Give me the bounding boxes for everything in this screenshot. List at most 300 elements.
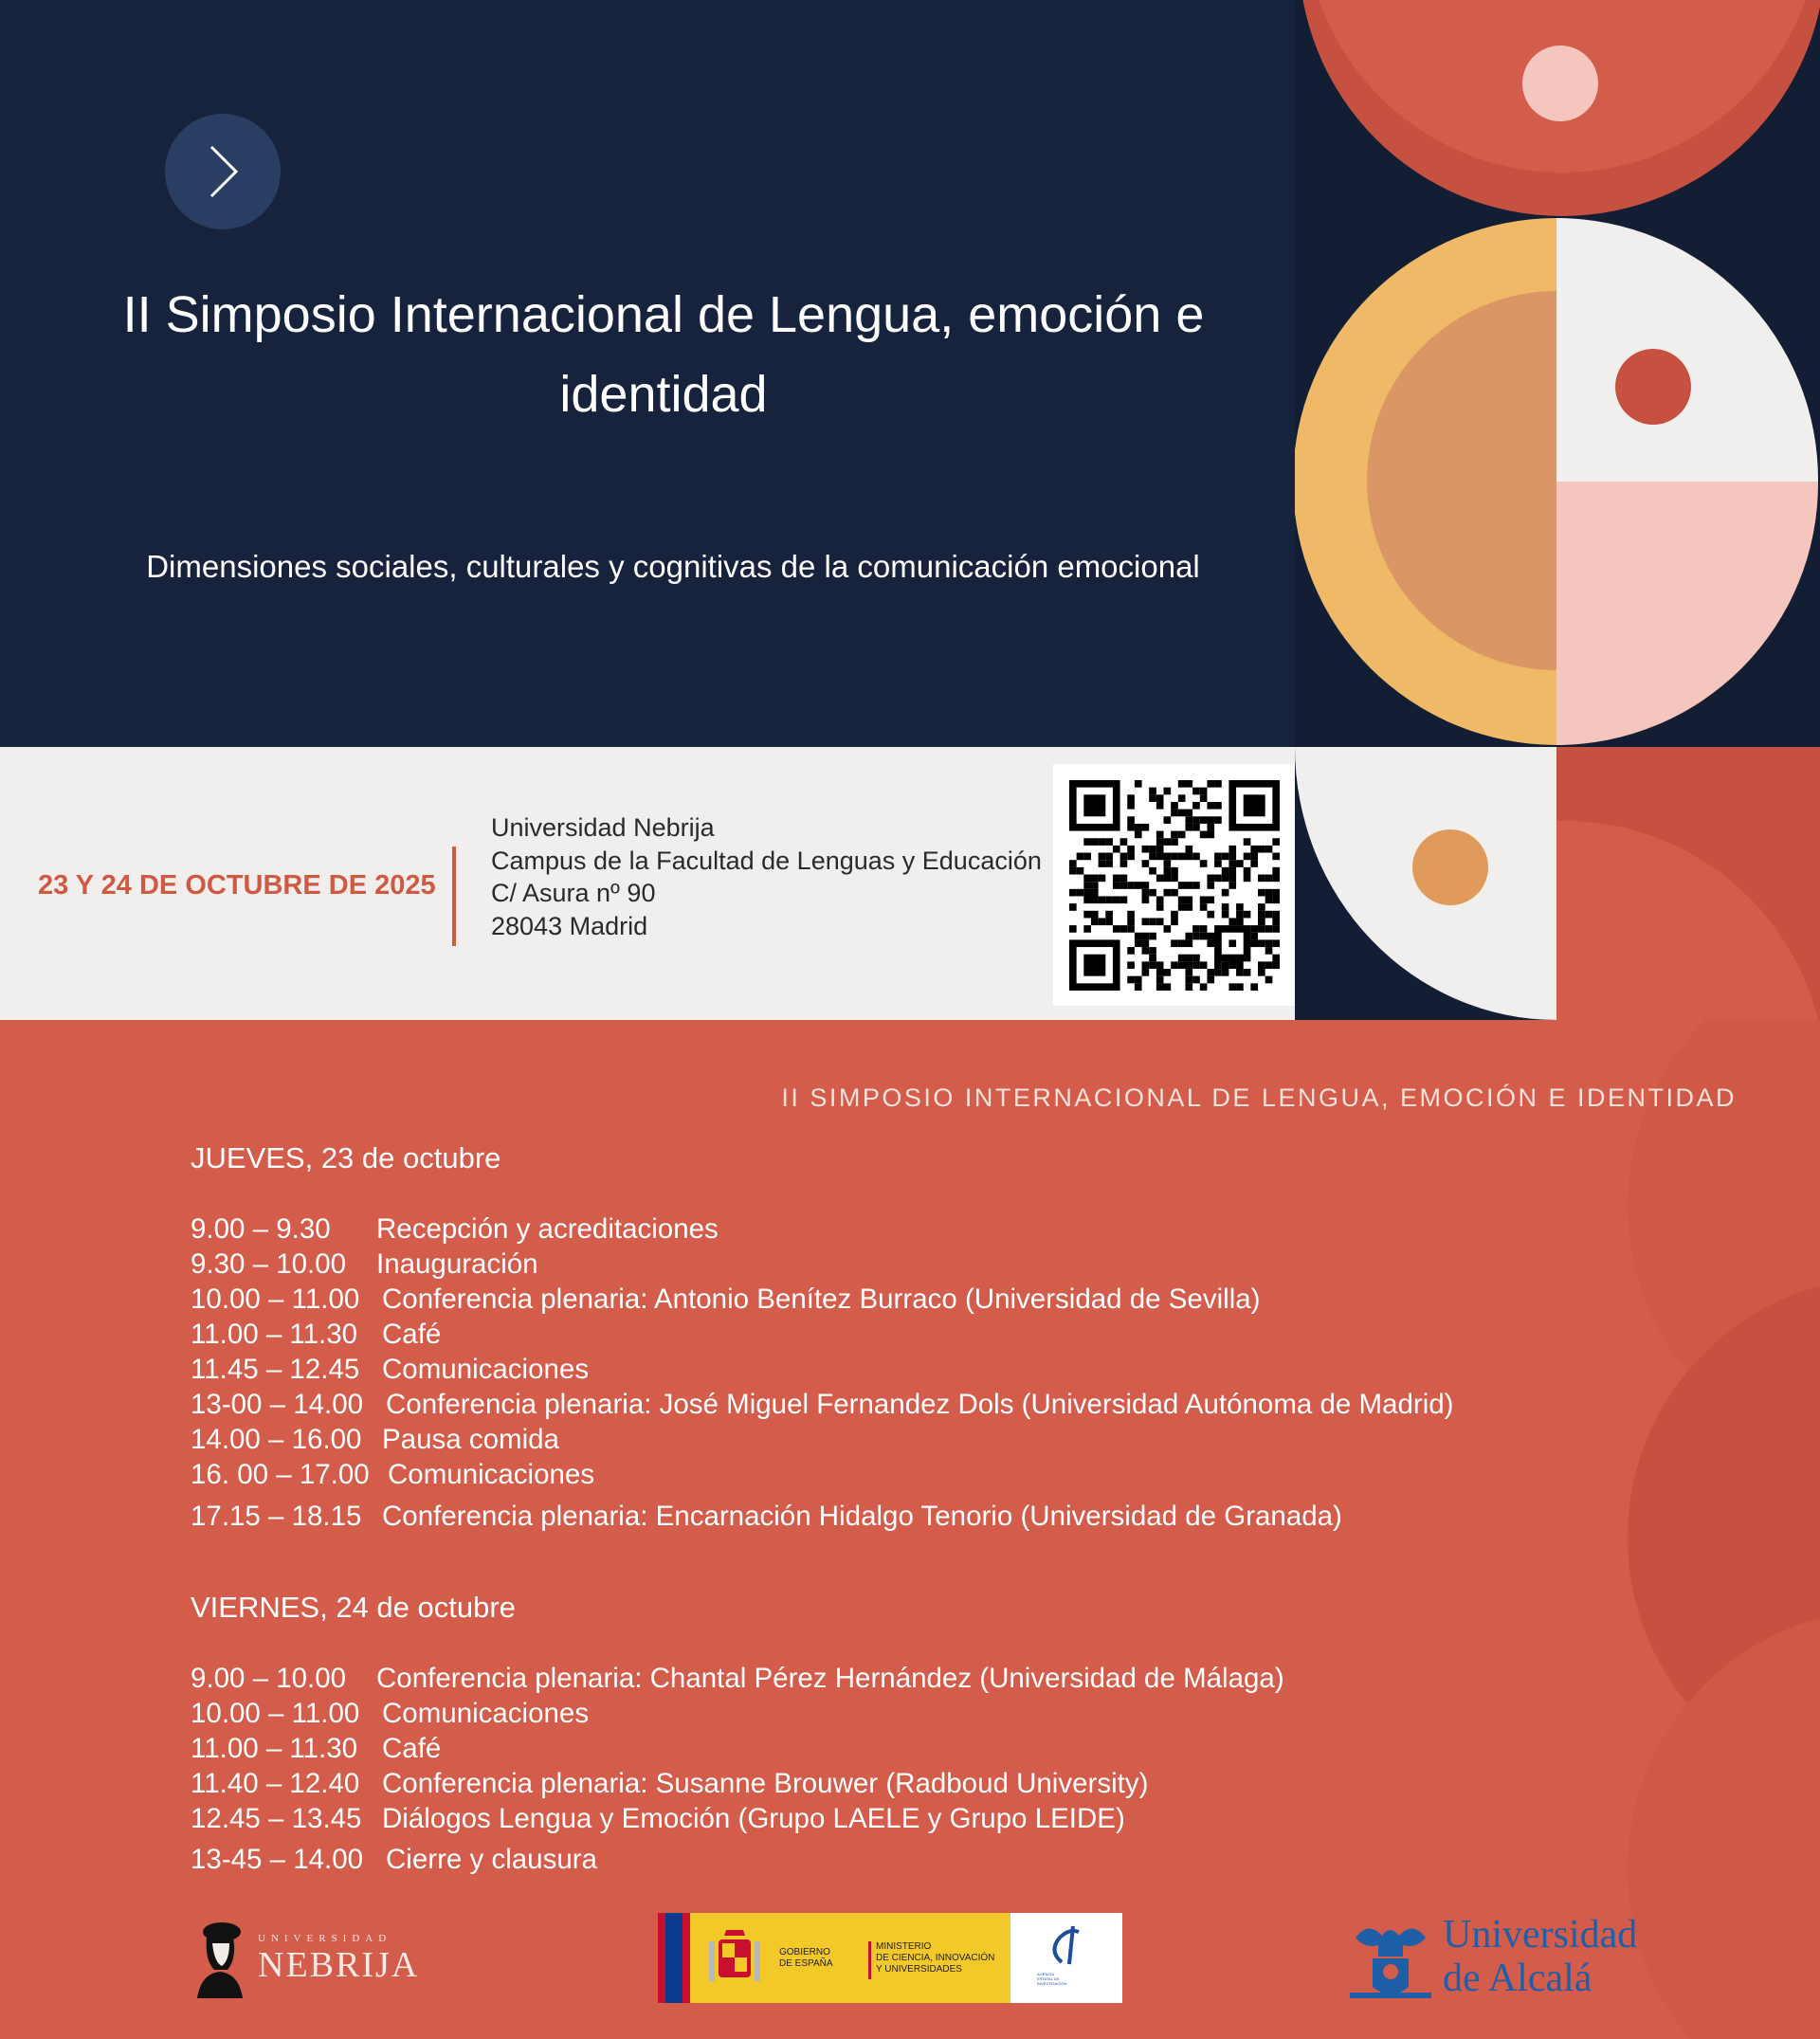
gobierno-logo: [658, 1913, 1122, 2003]
qr-module: [1105, 918, 1113, 925]
qr-module: [1272, 888, 1280, 896]
qr-module: [1069, 903, 1077, 911]
qr-module: [1236, 910, 1244, 918]
schedule-row: [191, 1317, 441, 1352]
qr-module: [1207, 816, 1214, 824]
qr-module: [1272, 874, 1280, 882]
qr-module: [1127, 882, 1135, 889]
qr-module: [1207, 896, 1214, 903]
qr-module: [1272, 961, 1280, 969]
qr-module: [1134, 780, 1141, 788]
qr-module: [1149, 866, 1156, 874]
qr-module: [1199, 903, 1207, 911]
qr-module: [1171, 939, 1178, 947]
qr-module: [1214, 816, 1222, 824]
page-title: II Simposio Internacional de Lengua, emoción e identidad: [122, 286, 1205, 423]
qr-module: [1127, 816, 1135, 824]
qr-module: [1192, 816, 1200, 824]
qr-module: [1127, 961, 1135, 969]
qr-module: [1243, 969, 1250, 976]
qr-module: [1221, 888, 1228, 896]
qr-module: [1250, 925, 1258, 933]
qr-module: [1177, 954, 1185, 961]
qr-module: [1199, 787, 1207, 794]
aei-line: ESTATAL DE: [1037, 1976, 1060, 1981]
schedule-row: [191, 1766, 1148, 1801]
qr-module: [1258, 918, 1265, 925]
qr-module: [1250, 852, 1258, 860]
qr-module: [1156, 903, 1163, 911]
address-line: C/ Asura nº 90: [491, 879, 656, 907]
qr-module: [1199, 983, 1207, 991]
qr-module: [1272, 925, 1280, 933]
schedule-event: Conferencia plenaria: Susanne Brouwer (Radboud University): [382, 1768, 1149, 1799]
qr-module: [1171, 838, 1178, 846]
schedule-time: 11.40 – 12.40: [191, 1768, 360, 1799]
qr-module: [1105, 838, 1113, 846]
address-line: 28043 Madrid: [491, 911, 648, 940]
qr-module: [1119, 860, 1127, 867]
qr-module: [1192, 852, 1200, 860]
schedule-event: Conferencia plenaria: Encarnación Hidalgo Tenorio (Universidad de Granada): [382, 1501, 1342, 1532]
qr-module: [1272, 896, 1280, 903]
qr-module: [1083, 838, 1091, 846]
qr-module: [1272, 838, 1280, 846]
page-subtitle: Dimensiones sociales, culturales y cognitivas de la comunicación emocional: [146, 549, 1200, 584]
qr-module: [1171, 961, 1178, 969]
qr-module: [1228, 882, 1236, 889]
qr-module: [1171, 918, 1178, 925]
qr-module: [1207, 975, 1214, 983]
qr-module: [1207, 830, 1214, 838]
schedule-event: Café: [382, 1319, 442, 1350]
qr-module: [1192, 961, 1200, 969]
schedule-row: [191, 1211, 719, 1247]
nebrija-logo: [193, 1919, 419, 1998]
qr-module: [1105, 860, 1113, 867]
qr-module: [1127, 975, 1135, 983]
qr-module: [1141, 947, 1149, 955]
qr-module: [1163, 787, 1171, 794]
qr-module: [1156, 830, 1163, 838]
schedule-event: Conferencia plenaria: José Miguel Fernandez Dols (Universidad Autónoma de Madrid): [386, 1389, 1454, 1420]
schedule-time: 13-45 – 14.00: [191, 1844, 364, 1875]
qr-module: [1214, 874, 1222, 882]
schedule-time: 10.00 – 11.00: [191, 1283, 360, 1315]
schedule-event: Inauguración: [376, 1248, 538, 1280]
qr-module: [1250, 939, 1258, 947]
qr-module: [1265, 845, 1272, 852]
qr-module: [1098, 874, 1105, 882]
schedule-time: 10.00 – 11.00: [191, 1698, 360, 1729]
qr-module: [1156, 896, 1163, 903]
qr-module: [1243, 794, 1265, 816]
qr-module: [1156, 801, 1163, 809]
qr-module: [1105, 896, 1113, 903]
coat-of-arms-icon: [705, 1926, 764, 1991]
qr-module: [1192, 787, 1200, 794]
qr-module: [1199, 860, 1207, 867]
qr-module: [1199, 932, 1207, 939]
qr-module: [1134, 932, 1141, 939]
qr-module: [1163, 866, 1171, 874]
qr-module: [1265, 925, 1272, 933]
ministerio-line: MINISTERIO: [876, 1941, 932, 1952]
qr-module: [1185, 823, 1192, 830]
gobierno-text: [779, 1947, 833, 1970]
qr-module: [1228, 874, 1236, 882]
qr-module: [1149, 947, 1156, 955]
qr-module: [1090, 874, 1098, 882]
qr-module: [1112, 845, 1119, 852]
qr-module: [1221, 903, 1228, 911]
address-line: Universidad Nebrija: [491, 813, 715, 842]
qr-module: [1134, 983, 1141, 991]
qr-module: [1185, 903, 1192, 911]
schedule-event: Diálogos Lengua y Emoción (Grupo LAELE y Grupo LEIDE): [382, 1803, 1125, 1834]
qr-module: [1141, 882, 1149, 889]
qr-module: [1250, 845, 1258, 852]
qr-module: [1141, 860, 1149, 867]
ministerio-line: DE CIENCIA, INNOVACIÓN: [876, 1953, 995, 1963]
qr-module: [1265, 975, 1272, 983]
qr-module: [1258, 888, 1265, 896]
qr-module: [1258, 874, 1265, 882]
qr-module: [1069, 860, 1077, 867]
qr-module: [1185, 975, 1192, 983]
qr-module: [1105, 910, 1113, 918]
qr-module: [1272, 866, 1280, 874]
schedule-time: 16. 00 – 17.00: [191, 1459, 370, 1490]
qr-module: [1083, 925, 1091, 933]
qr-module: [1090, 838, 1098, 846]
schedule-event: Comunicaciones: [382, 1354, 590, 1385]
qr-module: [1149, 918, 1156, 925]
schedule-time: 14.00 – 16.00: [191, 1424, 362, 1455]
qr-module: [1083, 896, 1091, 903]
qr-module: [1221, 874, 1228, 882]
qr-module: [1105, 852, 1113, 860]
qr-code-icon: [1069, 780, 1280, 991]
qr-module: [1156, 983, 1163, 991]
qr-module: [1076, 852, 1083, 860]
qr-module: [1069, 888, 1077, 896]
qr-module: [1207, 969, 1214, 976]
qr-module: [1090, 888, 1098, 896]
qr-module: [1090, 910, 1098, 918]
schedule-time: 9.00 – 10.00: [191, 1663, 347, 1694]
qr-module: [1265, 939, 1272, 947]
qr-module: [1192, 925, 1200, 933]
qr-module: [1069, 925, 1077, 933]
qr-module: [1192, 975, 1200, 983]
qr-module: [1127, 925, 1135, 933]
qr-module: [1185, 939, 1192, 947]
gobierno-line: GOBIERNO: [779, 1947, 830, 1957]
qr-module: [1236, 969, 1244, 976]
qr-module: [1076, 866, 1083, 874]
qr-module: [1112, 882, 1119, 889]
address-line: Campus de la Facultad de Lenguas y Educación: [491, 846, 1042, 875]
qr-module: [1119, 874, 1127, 882]
schedule-event: Café: [382, 1733, 442, 1764]
schedule-time: 13-00 – 14.00: [191, 1389, 364, 1420]
qr-module: [1177, 830, 1185, 838]
qr-module: [1214, 780, 1222, 788]
qr-module: [1185, 852, 1192, 860]
qr-module: [1149, 888, 1156, 896]
schedule-time: 9.00 – 9.30: [191, 1213, 331, 1245]
qr-module: [1163, 852, 1171, 860]
schedule-event: Comunicaciones: [388, 1459, 595, 1490]
qr-module: [1119, 838, 1127, 846]
qr-module: [1243, 910, 1250, 918]
qr-module: [1199, 925, 1207, 933]
qr-module: [1083, 910, 1091, 918]
qr-module: [1185, 780, 1192, 788]
qr-module: [1207, 939, 1214, 947]
qr-module: [1134, 830, 1141, 838]
schedule-row: [191, 1499, 1342, 1534]
qr-module: [1149, 852, 1156, 860]
qr-module: [1250, 860, 1258, 867]
qr-module: [1098, 918, 1105, 925]
qr-module: [1207, 823, 1214, 830]
qr-module: [1199, 961, 1207, 969]
nebrija-small-text: UNIVERSIDAD: [258, 1933, 392, 1944]
qr-module: [1127, 852, 1135, 860]
qr-module: [1177, 903, 1185, 911]
qr-module: [1127, 910, 1135, 918]
qr-module: [1192, 882, 1200, 889]
alcala-crest-icon: [1346, 1911, 1435, 2002]
qr-module: [1127, 918, 1135, 925]
qr-module: [1134, 939, 1141, 947]
aei-line: INVESTIGACIÓN: [1037, 1981, 1067, 1986]
qr-module: [1265, 888, 1272, 896]
chevron-right-icon: [204, 141, 242, 202]
alcala-logo: [1346, 1911, 1637, 2002]
qr-module: [1207, 882, 1214, 889]
gobierno-line: DE ESPAÑA: [779, 1958, 833, 1969]
qr-module: [1192, 823, 1200, 830]
qr-module: [1171, 852, 1178, 860]
qr-module: [1185, 845, 1192, 852]
qr-module: [1177, 852, 1185, 860]
schedule-row: [191, 1387, 1454, 1422]
qr-module: [1185, 882, 1192, 889]
divider: [452, 847, 456, 946]
venue-address: [491, 811, 1060, 942]
day-heading: VIERNES, 24 de octubre: [191, 1591, 516, 1624]
qr-module: [1141, 845, 1149, 852]
qr-module: [1265, 874, 1272, 882]
qr-module: [1127, 947, 1135, 955]
qr-module: [1214, 860, 1222, 867]
qr-module: [1141, 888, 1149, 896]
qr-module: [1141, 918, 1149, 925]
qr-module: [1163, 860, 1171, 867]
qr-module: [1171, 910, 1178, 918]
aei-line: AGENCIA: [1037, 1972, 1055, 1976]
qr-module: [1258, 910, 1265, 918]
qr-module: [1163, 983, 1171, 991]
qr-module: [1163, 838, 1171, 846]
qr-module: [1207, 932, 1214, 939]
qr-module: [1177, 809, 1185, 816]
qr-module: [1141, 961, 1149, 969]
qr-module: [1228, 983, 1236, 991]
qr-module: [1185, 961, 1192, 969]
qr-module: [1236, 961, 1244, 969]
alcala-line: Universidad: [1443, 1913, 1638, 1957]
qr-module: [1112, 874, 1119, 882]
qr-module: [1243, 838, 1250, 846]
qr-module: [1221, 910, 1228, 918]
qr-module: [1076, 888, 1083, 896]
qr-module: [1163, 969, 1171, 976]
qr-module: [1236, 918, 1244, 925]
qr-module: [1149, 961, 1156, 969]
schedule-time: 9.30 – 10.00: [191, 1248, 347, 1280]
schedule-event: Conferencia plenaria: Chantal Pérez Hernández (Universidad de Málaga): [376, 1663, 1284, 1694]
qr-module: [1163, 874, 1171, 882]
qr-module: [1207, 874, 1214, 882]
qr-module: [1221, 961, 1228, 969]
schedule-time: 11.00 – 11.30: [191, 1319, 358, 1350]
schedule-event: Comunicaciones: [382, 1698, 590, 1729]
ministerio-line: Y UNIVERSIDADES: [876, 1964, 962, 1975]
nebrija-name: NEBRIJA: [258, 1945, 420, 1985]
qr-module: [1221, 969, 1228, 976]
qr-module: [1163, 888, 1171, 896]
schedule-time: 17.15 – 18.15: [191, 1501, 362, 1532]
schedule-row: [191, 1661, 1284, 1696]
qr-module: [1156, 845, 1163, 852]
schedule-event: Recepción y acreditaciones: [376, 1213, 719, 1245]
qr-module: [1192, 932, 1200, 939]
qr-module: [1177, 882, 1185, 889]
qr-module: [1228, 961, 1236, 969]
qr-module: [1228, 866, 1236, 874]
qr-module: [1083, 794, 1105, 816]
qr-module: [1265, 896, 1272, 903]
qr-module: [1141, 896, 1149, 903]
qr-module: [1272, 918, 1280, 925]
qr-module: [1127, 794, 1135, 802]
qr-module: [1083, 874, 1091, 882]
qr-module: [1265, 910, 1272, 918]
schedule-time: 11.00 – 11.30: [191, 1733, 358, 1764]
qr-module: [1177, 896, 1185, 903]
qr-module: [1199, 794, 1207, 802]
qr-module: [1163, 925, 1171, 933]
qr-module: [1171, 830, 1178, 838]
qr-module: [1250, 983, 1258, 991]
qr-module: [1156, 852, 1163, 860]
schedule-event: Cierre y clausura: [386, 1844, 597, 1875]
qr-module: [1258, 969, 1265, 976]
qr-module: [1134, 975, 1141, 983]
schedule-row: [191, 1247, 538, 1282]
qr-module: [1272, 910, 1280, 918]
qr-module: [1171, 866, 1178, 874]
qr-module: [1171, 801, 1178, 809]
qr-module: [1185, 969, 1192, 976]
qr-module: [1185, 896, 1192, 903]
qr-module: [1149, 794, 1156, 802]
qr-module: [1112, 925, 1119, 933]
qr-module: [1236, 983, 1244, 991]
qr-module: [1207, 910, 1214, 918]
qr-module: [1163, 816, 1171, 824]
qr-module: [1265, 961, 1272, 969]
qr-module: [1177, 780, 1185, 788]
qr-module: [1177, 961, 1185, 969]
qr-module: [1258, 961, 1265, 969]
qr-module: [1228, 845, 1236, 852]
qr-module: [1119, 896, 1127, 903]
qr-module: [1221, 852, 1228, 860]
qr-module: [1258, 939, 1265, 947]
qr-module: [1141, 932, 1149, 939]
qr-module: [1272, 852, 1280, 860]
qr-module: [1250, 932, 1258, 939]
qr-module: [1149, 845, 1156, 852]
qr-module: [1112, 896, 1119, 903]
qr-code[interactable]: [1053, 764, 1295, 1006]
qr-module: [1156, 961, 1163, 969]
schedule-event: Pausa comida: [382, 1424, 559, 1455]
next-button[interactable]: [165, 114, 281, 229]
qr-module: [1090, 896, 1098, 903]
qr-module: [1214, 961, 1222, 969]
qr-module: [1141, 939, 1149, 947]
qr-module: [1228, 860, 1236, 867]
qr-module: [1141, 823, 1149, 830]
qr-module: [1228, 939, 1236, 947]
qr-module: [1156, 794, 1163, 802]
qr-module: [1127, 845, 1135, 852]
qr-module: [1199, 816, 1207, 824]
qr-module: [1199, 830, 1207, 838]
eu-stars-icon: [665, 1913, 682, 2003]
decorative-circles-icon: [1295, 0, 1820, 1020]
qr-module: [1214, 801, 1222, 809]
qr-module: [1258, 925, 1265, 933]
qr-module: [1156, 918, 1163, 925]
schedule-row: [191, 1731, 441, 1766]
qr-module: [1185, 983, 1192, 991]
qr-module: [1236, 903, 1244, 911]
aei-text: [1037, 1972, 1103, 1986]
qr-module: [1119, 925, 1127, 933]
qr-module: [1119, 852, 1127, 860]
qr-module: [1098, 852, 1105, 860]
qr-module: [1156, 975, 1163, 983]
qr-module: [1221, 866, 1228, 874]
qr-module: [1083, 954, 1105, 975]
qr-module: [1149, 954, 1156, 961]
qr-module: [1236, 860, 1244, 867]
qr-module: [1243, 852, 1250, 860]
qr-module: [1228, 852, 1236, 860]
qr-module: [1177, 939, 1185, 947]
qr-module: [1083, 882, 1091, 889]
qr-module: [1098, 896, 1105, 903]
qr-module: [1156, 838, 1163, 846]
qr-module: [1207, 801, 1214, 809]
